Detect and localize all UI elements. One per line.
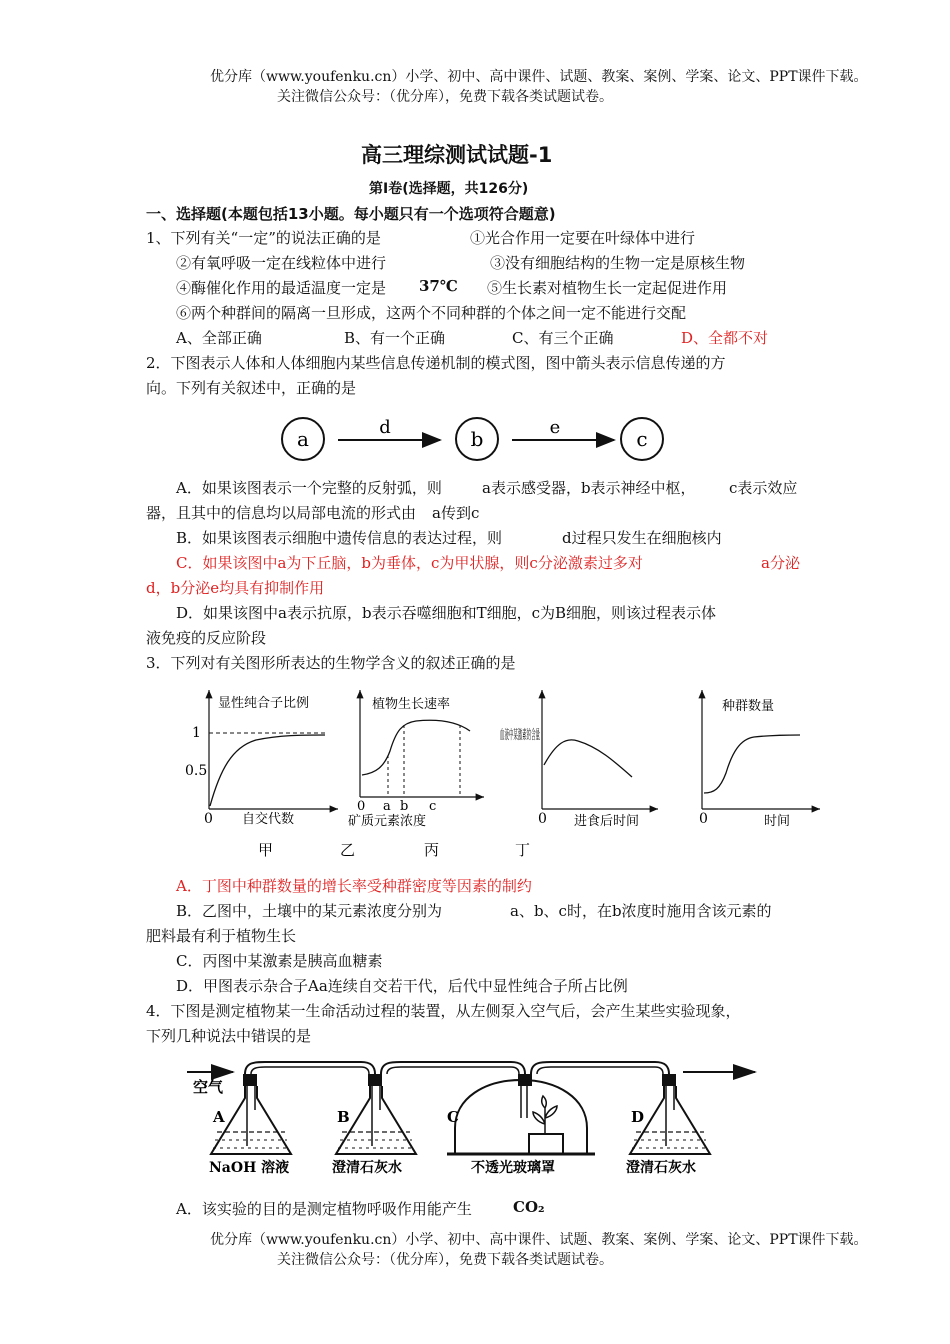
graph-jia-xlabel: 自交代数 — [242, 812, 295, 827]
flask-a-label: NaOH 溶液 — [209, 1160, 290, 1176]
node-a-label: a — [297, 427, 309, 451]
q4-option-a: A．该实验的目的是测定植物呼吸作用能产生 — [176, 1200, 472, 1218]
q1-stem: 1、下列有关“一定”的说法正确的是 — [146, 229, 381, 247]
q1-temperature: 37℃ — [419, 277, 458, 295]
bell-jar-c — [447, 1074, 595, 1176]
apparatus-diagram — [185, 1058, 765, 1180]
bell-jar-letter: C — [447, 1108, 459, 1126]
q3-option-b-line-1b: a、b、c时，在b浓度时施用含该元素的 — [510, 902, 772, 920]
graph-ding-curve — [704, 735, 800, 793]
q2-option-c-line-1: C．如果该图中a为下丘脑，b为垂体，c为甲状腺，则c分泌激素过多对 — [176, 554, 643, 572]
air-label: 空气 — [193, 1078, 224, 1096]
graph-jia — [185, 690, 338, 827]
flask-b-label: 澄清石灰水 — [332, 1160, 402, 1176]
q1-statement-2: ②有氧呼吸一定在线粒体中进行 — [176, 254, 387, 272]
graph-bing-curve — [544, 740, 632, 777]
q1-statement-5: ⑤生长素对植物生长一定起促进作用 — [487, 279, 728, 297]
flask-d-letter: D — [631, 1108, 645, 1126]
footer-line-1: 优分库（www.youfenku.cn）小学、初中、高中课件、试题、教案、案例、学案、论文、PPT课件下载。 — [210, 1232, 868, 1248]
graph-jia-tick-1: 1 — [192, 725, 201, 741]
header-line-2: 关注微信公众号：（优分库），免费下载各类试题试卷。 — [277, 89, 613, 105]
q2-option-c-line-1b: a分泌 — [761, 554, 800, 572]
q2-option-a-line-2: 器，且其中的信息均以局部电流的形式由 — [146, 504, 417, 522]
page-title: 高三理综测试试题-1 — [361, 143, 553, 167]
graph-ding — [699, 690, 820, 829]
q4-stem-line-2: 下列几种说法中错误的是 — [146, 1027, 312, 1045]
q1-statement-3: ③没有细胞结构的生物一定是原核生物 — [490, 254, 746, 272]
paper-subtitle: 第Ⅰ卷(选择题，共126分) — [369, 181, 529, 197]
q3-option-b-line-1: B．乙图中，土壤中的某元素浓度分别为 — [176, 902, 443, 920]
graph-label-yi: 乙 — [340, 841, 356, 859]
node-c-label: c — [636, 427, 648, 451]
q1-statement-4: ④酶催化作用的最适温度一定是 — [176, 279, 387, 297]
flask-a-letter: A — [213, 1108, 225, 1126]
q1-option-b: B、有一个正确 — [344, 329, 446, 347]
graph-bing-ylabel: 血液中某激素的含量 — [500, 728, 618, 743]
graph-jia-ylabel: 显性纯合子比例 — [218, 696, 310, 711]
q1-statement-1: ①光合作用一定要在叶绿体中进行 — [470, 229, 696, 247]
q1-option-d: D、全都不对 — [681, 329, 769, 347]
q3-graphs — [180, 685, 830, 865]
q4-stem-line-1: 4．下图是测定植物某一生命活动过程的装置，从左侧泵入空气后，会产生某些实验现象， — [146, 1002, 741, 1020]
q3-stem: 3．下列对有关图形所表达的生物学含义的叙述正确的是 — [146, 654, 516, 672]
flask-b-letter: B — [337, 1108, 350, 1126]
graph-bing-xlabel: 进食后时间 — [574, 814, 640, 829]
graph-jia-origin: 0 — [204, 811, 213, 827]
section-heading: 一、选择题(本题包括13小题。每小题只有一个选项符合题意) — [146, 205, 556, 223]
graph-ding-origin: 0 — [699, 811, 708, 827]
q2-option-b-tail: d过程只发生在细胞核内 — [562, 529, 722, 547]
q3-option-b-line-2: 肥料最有利于植物生长 — [146, 927, 297, 945]
graph-jia-tick-05: 0.5 — [185, 763, 208, 779]
q2-option-a-line-1b: a表示感受器，b表示神经中枢， — [482, 479, 696, 497]
graph-bing — [500, 690, 658, 829]
arrow-d-label: d — [379, 417, 391, 438]
graph-label-bing: 丙 — [424, 841, 440, 859]
graph-yi — [348, 690, 484, 829]
q2-option-d-line-1: D．如果该图中a表示抗原，b表示吞噬细胞和T细胞，c为B细胞，则该过程表示体 — [176, 604, 717, 622]
footer-line-2: 关注微信公众号：（优分库），免费下载各类试题试卷。 — [277, 1252, 613, 1268]
flask-d-label: 澄清石灰水 — [626, 1160, 696, 1176]
q2-stem-line-1: 2．下图表示人体和人体细胞内某些信息传递机制的模式图，图中箭头表示信息传递的方 — [146, 354, 726, 372]
graph-yi-xlabel: 矿质元素浓度 — [348, 814, 427, 829]
q3-option-d: D．甲图表示杂合子Aa连续自交若干代，后代中显性纯合子所占比例 — [176, 977, 628, 995]
q2-option-d-line-2: 液免疫的反应阶段 — [146, 629, 267, 647]
graph-yi-tick-c: c — [429, 799, 437, 814]
q4-option-a-co2: CO₂ — [513, 1198, 545, 1216]
graph-yi-curve — [362, 720, 470, 775]
q3-option-c: C．丙图中某激素是胰高血糖素 — [176, 952, 383, 970]
graph-yi-tick-a: a — [383, 799, 391, 814]
node-b-label: b — [470, 427, 484, 451]
q1-statement-6: ⑥两个种群间的隔离一旦形成，这两个不同种群的个体之间一定不能进行交配 — [176, 304, 687, 322]
q1-option-a: A、全部正确 — [176, 329, 262, 347]
flask-b — [332, 1074, 416, 1176]
arrow-e-label: e — [549, 417, 561, 438]
graph-ding-xlabel: 时间 — [764, 814, 791, 829]
q2-option-a-line-2b: a传到c — [432, 504, 480, 522]
q1-option-c: C、有三个正确 — [512, 329, 614, 347]
flask-d — [626, 1074, 710, 1176]
bell-jar-label: 不透光玻璃罩 — [471, 1160, 555, 1176]
q3-option-a: A．丁图中种群数量的增长率受种群密度等因素的制约 — [176, 877, 532, 895]
q2-option-c-line-2: d，b分泌e均具有抑制作用 — [146, 579, 325, 597]
q2-option-b: B．如果该图表示细胞中遗传信息的表达过程，则 — [176, 529, 503, 547]
q2-stem-line-2: 向。下列有关叙述中，正确的是 — [146, 379, 357, 397]
graph-bing-origin: 0 — [538, 811, 547, 827]
signal-flow-diagram — [276, 410, 676, 472]
graph-label-ding: 丁 — [515, 841, 531, 859]
graph-label-jia: 甲 — [258, 841, 274, 859]
q2-option-a-line-1c: c表示效应 — [729, 479, 798, 497]
graph-jia-curve — [210, 735, 325, 806]
graph-yi-ylabel: 植物生长速率 — [372, 697, 451, 712]
graph-yi-tick-0: 0 — [357, 799, 366, 814]
header-line-1: 优分库（www.youfenku.cn）小学、初中、高中课件、试题、教案、案例、学案、论文、PPT课件下载。 — [210, 69, 868, 85]
graph-ding-ylabel: 种群数量 — [722, 699, 775, 714]
q2-option-a-line-1: A．如果该图表示一个完整的反射弧，则 — [176, 479, 442, 497]
graph-yi-tick-b: b — [400, 799, 409, 814]
